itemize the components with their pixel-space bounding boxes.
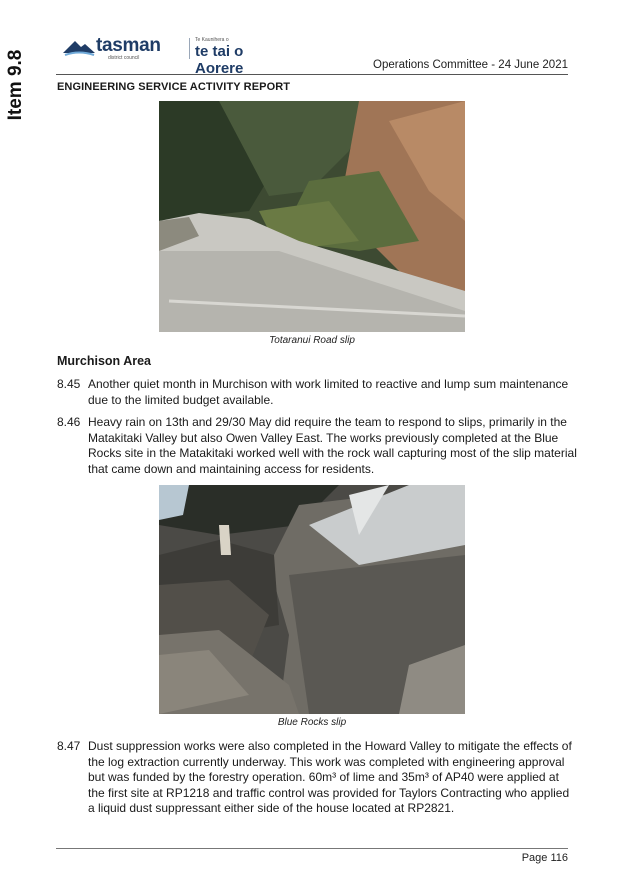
paragraph-number: 8.45 (57, 377, 81, 391)
figure-caption: Blue Rocks slip (277, 717, 347, 728)
paragraph-item (57, 739, 577, 817)
logo-divider (189, 38, 190, 59)
subsection-title: Murchison Area (57, 354, 152, 368)
paragraph-text: Heavy rain on 13th and 29/30 May did require the team to respond to slips, primarily in the Matakitaki Valley but also Owen Valley East. The works previously completed at the Blue Rocks site in the Matakitaki worked well with the rock wall capturing most of the slip material that came down and maintaining access for residents. (88, 415, 577, 476)
paragraph-item (57, 377, 577, 408)
section-title: ENGINEERING SERVICE ACTIVITY REPORT (57, 81, 291, 93)
page-number: Page 116 (521, 852, 568, 864)
side-item-text: Item 9.8 (5, 49, 26, 121)
road-slip-photo (159, 101, 465, 332)
paragraph-number: 8.46 (57, 415, 81, 429)
figure-caption: Totaranui Road slip (269, 335, 355, 346)
paragraph-number: 8.47 (57, 739, 81, 753)
logo-name: tasman (96, 35, 161, 56)
council-logo (62, 32, 262, 77)
blue-rocks-photo (159, 485, 465, 714)
footer-divider (56, 848, 568, 849)
mountain-icon (62, 36, 96, 58)
side-item-label (5, 40, 27, 130)
logo-maori-small: Te Kaunihera o (195, 37, 229, 43)
paragraph-text: Dust suppression works were also completed in the Howard Valley to mitigate the effects of the log extraction currently underway. This work was completed with engineering approval but was funded by the forestry operation. 60m³ of lime and 35m³ of AP40 were applied at the first site at RP1218 and traffic control was provided for Taylors Contracting who applied a liquid dust suppressant either side of the house located at RP2821. (88, 739, 572, 815)
paragraph-item (57, 415, 577, 477)
header-divider (56, 74, 568, 75)
paragraph-text: Another quiet month in Murchison with work limited to reactive and lump sum maintenance due to the limited budget available. (88, 377, 569, 407)
logo-subtitle: district council (108, 55, 140, 61)
logo-maori-name: te tai o Aorere (195, 43, 244, 77)
meeting-header: Operations Committee - 24 June 2021 (373, 59, 568, 71)
